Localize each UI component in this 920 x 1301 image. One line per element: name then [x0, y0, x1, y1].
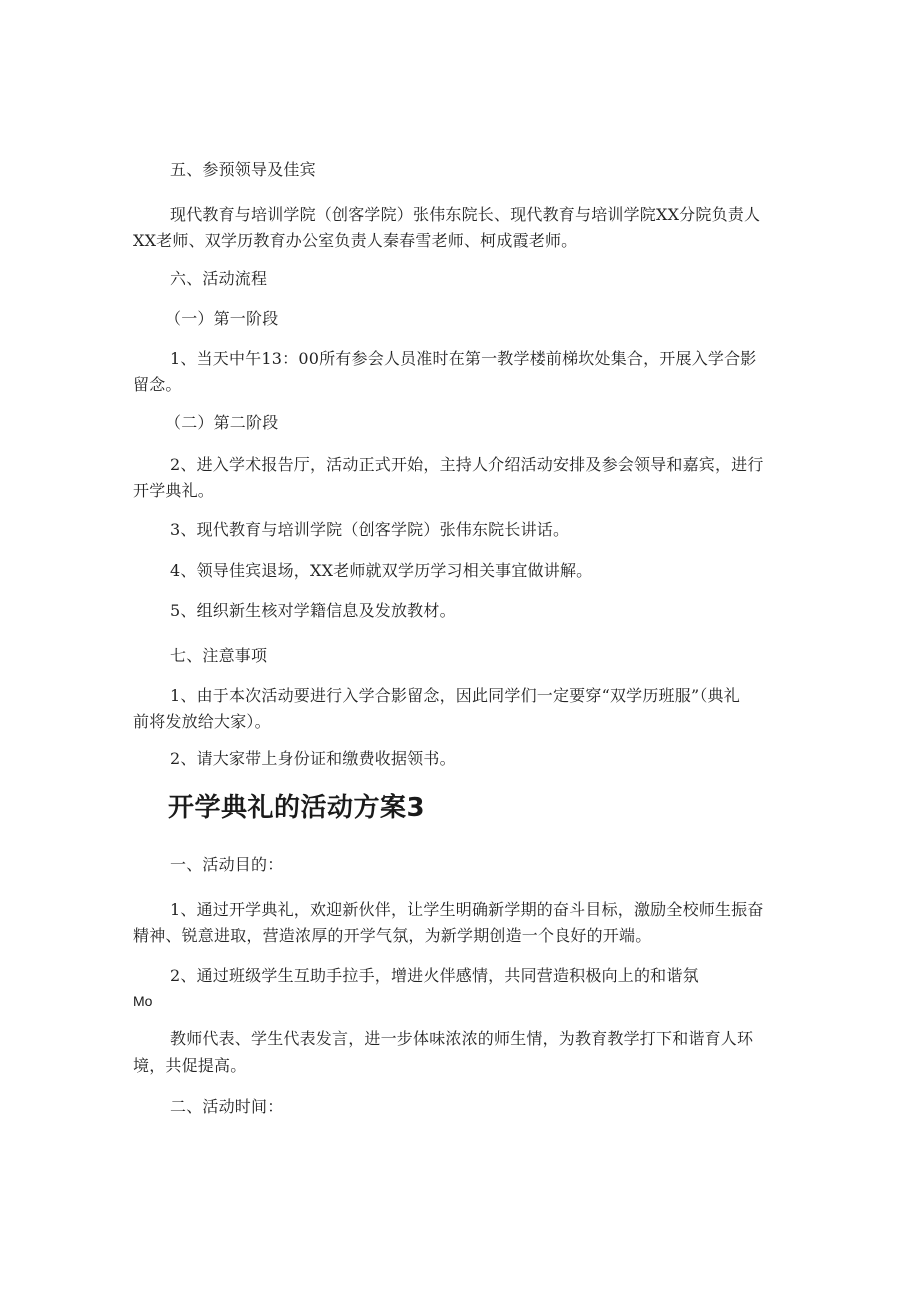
plan-3-section-2-title: 二、活动时间： [170, 1097, 284, 1116]
section-5-title: 五、参预领导及佳宾 [170, 160, 316, 179]
stage-1-item-1-line-1: 1、当天中午13：00所有参会人员准时在第一教学楼前梯坎处集合，开展入学合影 [170, 349, 757, 368]
stage-1-title: （一）第一阶段 [165, 309, 279, 328]
stage-2-item-5: 5、组织新生核对学籍信息及发放教材。 [170, 601, 456, 620]
section-6-title: 六、活动流程 [170, 269, 268, 288]
section-5-body-line-1: 现代教育与培训学院（创客学院）张伟东院长、现代教育与培训学院XX分院负责人 [170, 205, 761, 224]
stage-2-item-4: 4、领导佳宾退场，XX老师就双学历学习相关事宜做讲解。 [170, 561, 593, 580]
plan-3-section-1-title: 一、活动目的： [170, 855, 284, 874]
plan-3-goal-1-line-1: 1、通过开学典礼，欢迎新伙伴，让学生明确新学期的奋斗目标，激励全校师生振奋 [170, 900, 764, 919]
stage-1-item-1-line-2: 留念。 [133, 375, 182, 394]
notice-item-2: 2、请大家带上身份证和缴费收据领书。 [170, 749, 456, 768]
notice-item-1-line-2: 前将发放给大家）。 [133, 712, 271, 731]
plan-3-goal-1-line-2: 精神、锐意进取，营造浓厚的开学气氛，为新学期创造一个良好的开端。 [133, 926, 652, 945]
section-7-title: 七、注意事项 [170, 646, 268, 665]
plan-3-goal-2: 2、通过班级学生互助手拉手，增进火伴感情，共同营造积极向上的和谐氛 [170, 966, 699, 985]
section-5-body-line-2: XX老师、双学历教育办公室负责人秦春雪老师、柯成霞老师。 [133, 231, 578, 250]
stage-2-item-2-line-2: 开学典礼。 [133, 481, 215, 500]
stage-2-title: （二）第二阶段 [165, 413, 279, 432]
notice-item-1-line-1: 1、由于本次活动要进行入学合影留念，因此同学们一定要穿“双学历班服”（典礼 [170, 686, 740, 705]
stage-2-item-2-line-1: 2、进入学术报告厅，活动正式开始，主持人介绍活动安排及参会领导和嘉宾，进行 [170, 455, 764, 474]
plan-3-heading: 开学典礼的活动方案3 [168, 793, 426, 823]
plan-3-goal-3-line-1: 教师代表、学生代表发言，进一步体味浓浓的师生情，为教育教学打下和谐育人环 [170, 1029, 754, 1048]
plan-3-goal-3-line-2: 境，共促提高。 [133, 1056, 247, 1075]
stage-2-item-3: 3、现代教育与培训学院（创客学院）张伟东院长讲话。 [170, 520, 570, 539]
stray-text: Mo [133, 993, 153, 1009]
